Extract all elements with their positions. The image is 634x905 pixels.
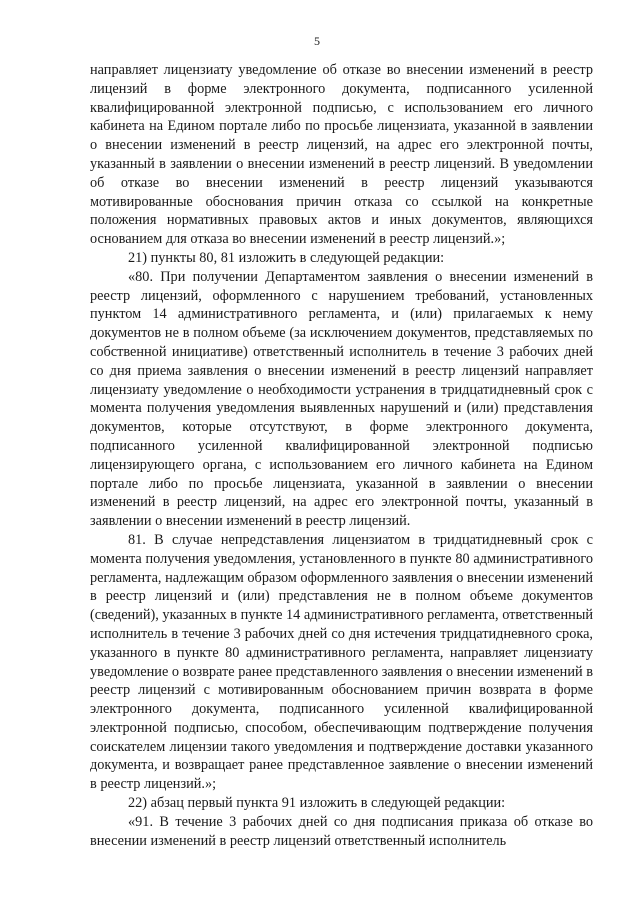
- paragraph-clause-80: «80. При получении Департаментом заявления о внесении изменений в реестр лицензий, оформленного с нарушением требований, установленных пунктом 14 административного регламента, и (или) прилагаемых к нему документов не в полном объеме (за исключением документов, представляемых по собственной инициативе) ответственный исполнитель в течение 3 рабочих дней со дня приема заявления о внесении изменений в реестр лицензий направляет лицензиату уведомление о необходимости устранения в тридцатидневный срок с момента получения уведомления выявленных нарушений и (или) представления документов, которые отсутствуют, в форме электронного документа, подписанного усиленной квалифицированной электронной подписью лицензирующего органа, с использованием его личного кабинета на Едином портале либо по просьбе лицензиата, указанной в заявлении о внесении изменений в реестр лицензий, на адрес его электронной почты, указанный в заявлении о внесении изменений в реестр лицензий.: [90, 268, 593, 530]
- paragraph-item-22: 22) абзац первый пункта 91 изложить в следующей редакции:: [128, 795, 506, 812]
- paragraph-item-21: 21) пункты 80, 81 изложить в следующей редакции:: [128, 249, 445, 266]
- document-body: [90, 61, 593, 850]
- paragraph-clause-91: «91. В течение 3 рабочих дней со дня подписания приказа об отказе во внесении изменений в реестр лицензий ответственный исполнитель: [90, 813, 593, 849]
- page-number: 5: [314, 34, 320, 48]
- paragraph-continuation: направляет лицензиату уведомление об отказе во внесении изменений в реестр лицензий в форме электронного документа, подписанного усиленной квалифицированной электронной подписью, с использованием его личного кабинета на Едином портале либо по просьбе лицензиата, указанной в заявлении о внесении изменений в реестр лицензий, на адрес его электронной почты, указанный в заявлении о внесении изменений в реестр лицензий. В уведомлении об отказе во внесении изменений в реестр лицензий указываются мотивированные обоснования причин отказа со ссылкой на конкретные положения нормативных правовых актов и иных документов, являющихся основанием для отказа во внесении изменений в реестр лицензий.»;: [90, 62, 593, 248]
- paragraph-clause-81: 81. В случае непредставления лицензиатом в тридцатидневный срок с момента получения уведомления, установленного в пункте 80 административного регламента, надлежащим образом оформленного заявления о внесении изменений в реестр лицензий и (или) представления не в полном объеме документов (сведений), указанных в пункте 14 административного регламента, ответственный исполнитель в течение 3 рабочих дней со дня истечения тридцатидневного срока, указанного в пункте 80 административного регламента, направляет лицензиату уведомление о возврате ранее представленного заявления о внесении изменений в реестр лицензий с мотивированным обоснованием причин возврата в форме электронного документа, подписанного усиленной квалифицированной электронной подписью, способом, обеспечивающим подтверждение получения соискателем лицензии такого уведомления и подтверждение доставки указанного документа, и возвращает ранее представленное заявление о внесении изменений в реестр лицензий.»;: [90, 531, 593, 793]
